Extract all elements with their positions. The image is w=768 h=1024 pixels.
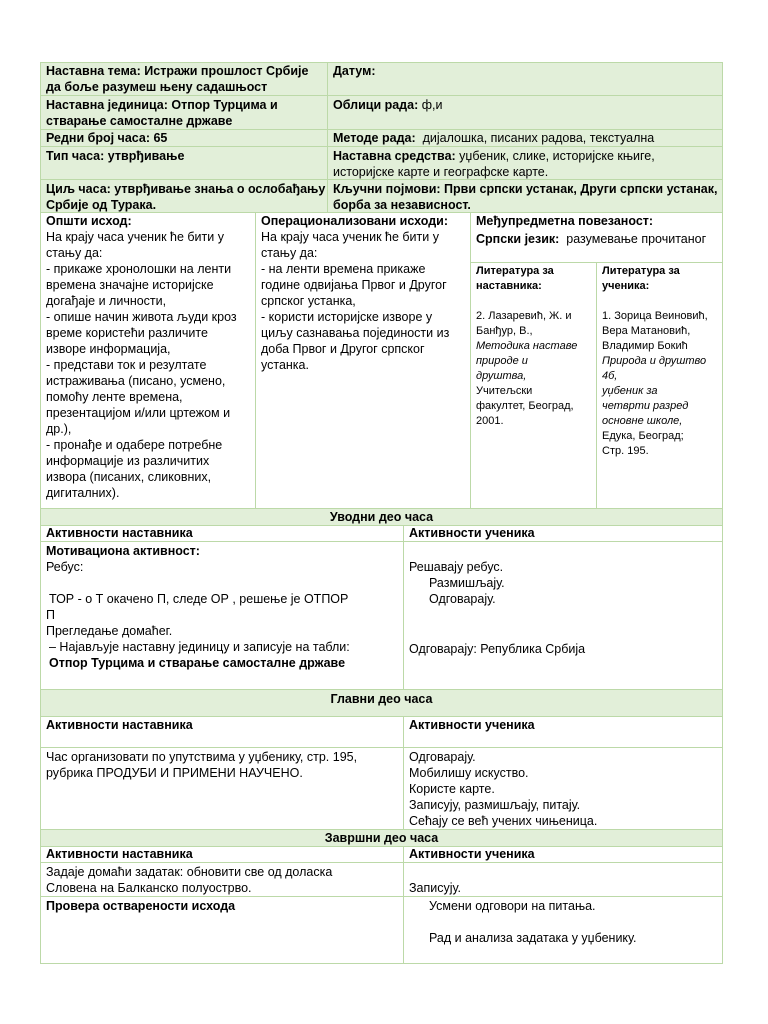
operational-outcome-line: године одвијања Првог и Другог (261, 278, 447, 292)
lesson-number-cell (41, 130, 327, 146)
teacher-literature-line: природе и (476, 355, 528, 367)
general-outcome-title: Општи исход: (46, 214, 132, 228)
oral-answers: Усмени одговори на питања. (429, 899, 596, 913)
student-literature-line: Владимир Бокић (602, 340, 688, 352)
general-outcome-line: др.), (46, 422, 72, 436)
textbook-work: Рад и анализа задатака у уџбенику. (429, 931, 637, 945)
topic-label: Наставна тема: (46, 64, 141, 78)
main-student-line: Записују, размишљају, питају. (409, 798, 581, 812)
homework-line-1: Задаје домаћи задатак: обновити све од доласка (46, 865, 333, 879)
main-student-line: Сећају се већ учених чињеница. (409, 814, 598, 828)
main-student-line: Мобилишу искуство. (409, 766, 529, 780)
teacher-literature-cell (471, 263, 596, 508)
general-outcome-line: - прикаже хронолошки на ленти (46, 262, 232, 276)
student-literature-line: уџбеник за (602, 385, 658, 397)
intro-section-title: Уводни део часа (329, 510, 434, 524)
operational-outcome-line: стању да: (261, 246, 318, 260)
unit-announcement: Отпор Турцима и стварање самосталне државе (49, 656, 346, 670)
student-literature-line: Едука, Београд; (602, 430, 684, 442)
student-literature-line: основне школе, (602, 415, 683, 427)
topic-value-2: да боље разумеш њену садашњост (46, 80, 268, 94)
student-write: Записују. (409, 881, 462, 895)
student-literature-list (602, 309, 717, 459)
cross-curricular-value: разумевање прочитаног (566, 232, 707, 246)
operational-outcome-line: На крају часа ученик ће бити у (261, 230, 439, 244)
cross-curricular-title: Међупредметна повезаност: (476, 214, 654, 228)
teacher-literature-line: Методика наставе (476, 340, 578, 352)
lesson-number-value: 65 (153, 131, 168, 145)
general-outcome-line: дигиталних). (46, 486, 120, 500)
general-outcome-line: На крају часа ученик ће бити у (46, 230, 224, 244)
teacher-literature-line: факултет, Београд, (476, 400, 574, 412)
homework-line-2: Словена на Балканско полуострво. (46, 881, 252, 895)
general-outcome-line: времена значајне историјске (46, 278, 214, 292)
main-student-line: Користе карте. (409, 782, 495, 796)
keywords-cell (328, 180, 722, 212)
unit-cell (41, 96, 327, 129)
general-outcome-line: стању да: (46, 246, 103, 260)
teacher-literature-line: 2001. (476, 415, 504, 427)
cross-curricular-subject: Српски језик: (476, 232, 560, 246)
operational-outcome-line: устанка. (261, 358, 309, 372)
intro-teacher-header: Активности наставника (46, 526, 193, 540)
homework-cell (41, 863, 403, 896)
cross-curricular-cell (471, 212, 722, 262)
main-section-title: Главни део часа (330, 692, 433, 706)
operational-outcome-line: српског устанка, (261, 294, 356, 308)
final-student-header: Активности ученика (409, 847, 535, 861)
general-outcome-line: истраживања (писано, усмено, (46, 374, 226, 388)
student-literature-line: 1. Зорица Веиновић, (602, 310, 708, 322)
means-value: уџбеник, слике, историјске књиге, (459, 149, 655, 163)
main-teacher-cell (41, 748, 403, 829)
main-teacher-line-2: рубрика ПРОДУБИ И ПРИМЕНИ НАУЧЕНО. (46, 766, 303, 780)
main-student-line: Одговарају. (409, 750, 476, 764)
operational-outcome-cell (256, 212, 470, 508)
unit-value-2: стварање самосталне државе (46, 114, 233, 128)
goal-line-2: Србије од Турака. (46, 198, 157, 212)
forms-label: Облици рада: (333, 98, 419, 112)
teacher-literature-line: 2. Лазаревић, Ж. и (476, 310, 572, 322)
topic-value: Истражи прошлост Србије (144, 64, 309, 78)
motivation-label: Мотивациона активност: (46, 544, 200, 558)
general-outcome-line: - пронађе и одабере потребне (46, 438, 223, 452)
student-answer: Одговарају. (429, 592, 496, 606)
rebus-solution: ТОР - о Т окачено П, следе ОР , решење је ОТПОР (49, 592, 349, 606)
goal-cell (41, 180, 327, 212)
outcome-check-cell (404, 897, 722, 963)
keywords-line-2: борба за независност. (333, 198, 471, 212)
teacher-literature-line: Банђур, В., (476, 325, 533, 337)
unit-label: Наставна јединица: (46, 98, 168, 112)
student-literature-cell (597, 263, 722, 508)
outcome-check-label: Провера остварености исхода (46, 899, 236, 913)
unit-value: Отпор Турцима и (171, 98, 278, 112)
student-answer-republic: Одговарају: Република Србија (409, 642, 586, 656)
methods-label: Методе рада: (333, 131, 416, 145)
general-outcome-list (46, 229, 250, 501)
homework-review: Прегледање домаћег. (46, 624, 173, 638)
means-value-2: историјске карте и географске карте. (333, 165, 549, 179)
main-teacher-line-1: Час организовати по упутствима у уџбенику, стр. 195, (46, 750, 358, 764)
general-outcome-line: - представи ток и резултате (46, 358, 207, 372)
student-solve-rebus: Решавају ребус. (409, 560, 504, 574)
operational-outcome-list (261, 229, 465, 373)
student-think: Размишљају. (429, 576, 505, 590)
type-cell (41, 147, 327, 179)
operational-outcome-line: - на ленти времена прикаже (261, 262, 426, 276)
student-literature-line: Стр. 195. (602, 445, 649, 457)
topic-cell (41, 62, 327, 95)
type-value: утврђивање (107, 149, 185, 163)
final-section-title: Завршни део часа (324, 831, 439, 845)
forms-cell (328, 96, 722, 129)
date-cell (328, 62, 722, 95)
general-outcome-line: - опише начин живота људи кроз (46, 310, 237, 324)
goal-line-1: Циљ часа: утврђивање знања о ослобађању (46, 182, 326, 196)
general-outcome-cell (41, 212, 255, 508)
general-outcome-line: информације из различитих (46, 454, 210, 468)
announce-text: – Најављује наставну јединицу и записује на табли: (49, 640, 350, 654)
operational-outcome-line: доба Првог и Другог српског (261, 342, 425, 356)
main-student-cell (404, 748, 722, 829)
general-outcome-line: изворе информација, (46, 342, 171, 356)
student-literature-title-1: Литература за (602, 265, 680, 277)
final-student-cell (404, 863, 722, 896)
general-outcome-line: време користећи различите (46, 326, 208, 340)
main-student-header: Активности ученика (409, 718, 535, 732)
general-outcome-line: презентацијом и/или цртежом и (46, 406, 231, 420)
operational-outcome-title: Операционализовани исходи: (261, 214, 449, 228)
teacher-literature-title-2: наставника: (476, 280, 542, 292)
general-outcome-line: догађаје и личности, (46, 294, 167, 308)
means-cell (328, 147, 722, 179)
operational-outcome-line: - користи историјске изворе у (261, 310, 433, 324)
intro-student-cell (404, 542, 722, 689)
student-literature-line: Природа и друштво (602, 355, 707, 367)
means-label: Наставна средства: (333, 149, 456, 163)
main-student-list (409, 749, 717, 829)
type-label: Тип часа: (46, 149, 105, 163)
general-outcome-line: помоћу ленте времена, (46, 390, 183, 404)
operational-outcome-line: циљу сазнавања појединости из (261, 326, 450, 340)
teacher-literature-list (476, 309, 591, 429)
student-literature-line: четврти разред (602, 400, 689, 412)
general-outcome-line: извора (писаних, сликовних, (46, 470, 212, 484)
date-label: Датум: (333, 64, 376, 78)
teacher-literature-title-1: Литература за (476, 265, 554, 277)
student-literature-line: Вера Матановић, (602, 325, 691, 337)
student-literature-line: 4б, (602, 370, 618, 382)
student-literature-title-2: ученика: (602, 280, 650, 292)
final-teacher-header: Активности наставника (46, 847, 193, 861)
methods-value: дијалошка, писаних радова, текстуална (422, 131, 655, 145)
main-teacher-header: Активности наставника (46, 718, 193, 732)
forms-value: ф,и (421, 98, 443, 112)
rebus-p: П (46, 608, 55, 622)
intro-student-header: Активности ученика (409, 526, 535, 540)
methods-cell (328, 130, 722, 146)
rebus-label: Ребус: (46, 560, 84, 574)
intro-teacher-cell (41, 542, 403, 689)
lesson-number-label: Редни број часа: (46, 131, 150, 145)
teacher-literature-line: Учитељски (476, 385, 533, 397)
teacher-literature-line: друштва, (476, 370, 527, 382)
keywords-line-1: Кључни појмови: Први српски устанак, Други српски устанак, (333, 182, 718, 196)
